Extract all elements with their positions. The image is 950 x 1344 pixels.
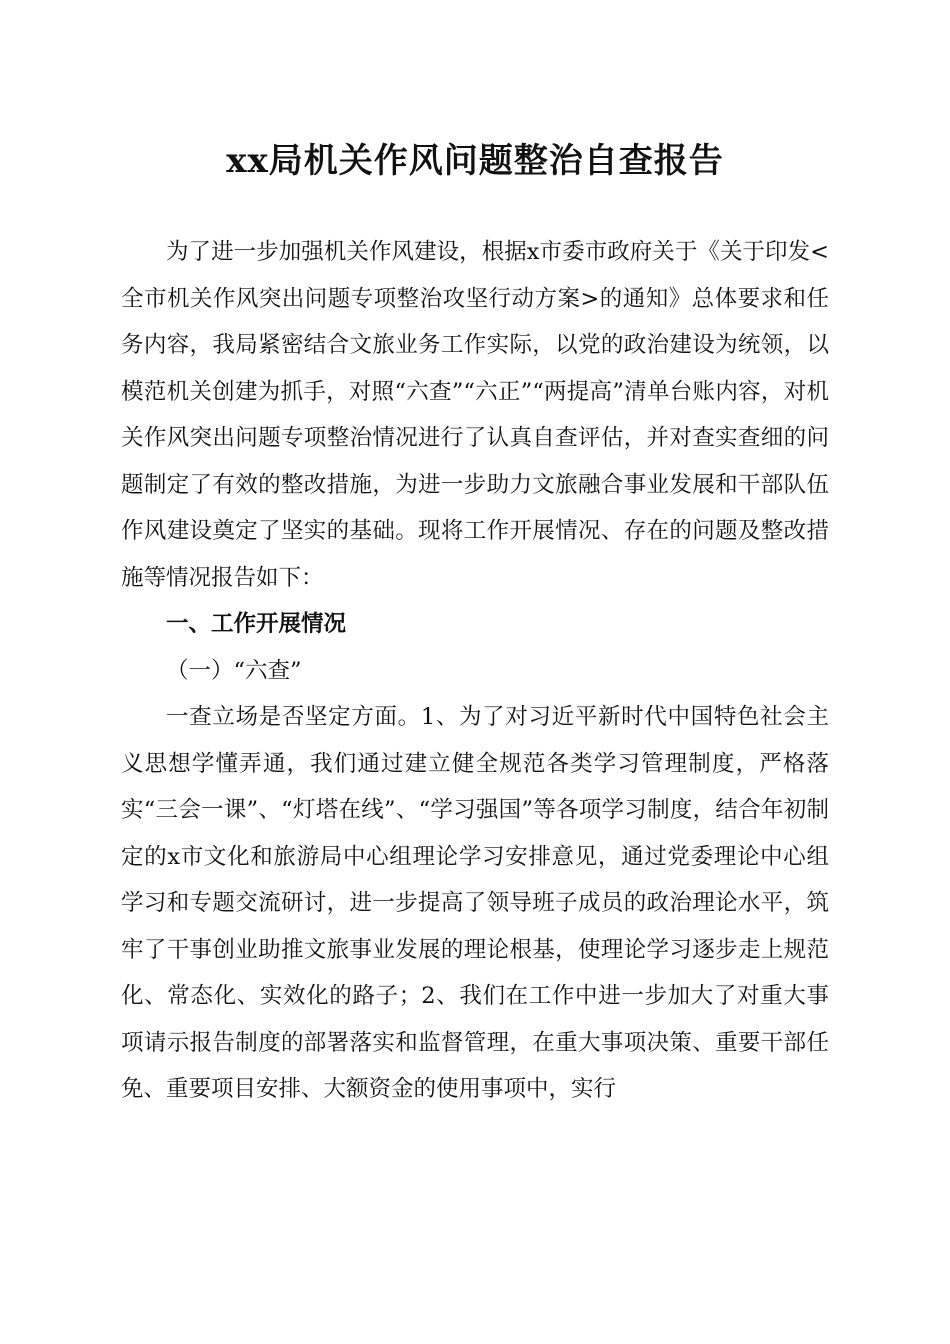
- body-paragraph-1: 一查立场是否坚定方面。1、为了对习近平新时代中国特色社会主义思想学懂弄通，我们通过建立健全规范各类学习管理制度，严格落实“三会一课”、“灯塔在线”、“学习强国”等各项学习制度，结合年初制定的x市文化和旅游局中心组理论学习安排意见，通过党委理论中心组学习和专题交流研讨，进一步提高了领导班子成员的政治理论水平，筑牢了干事创业助推文旅事业发展的理论根基，使理论学习逐步走上规范化、常态化、实效化的路子；2、我们在工作中进一步加大了对重大事项请示报告制度的部署落实和监督管理，在重大事项决策、重要干部任免、重要项目安排、大额资金的使用事项中，实行: [121, 704, 829, 1102]
- document-body: [121, 229, 829, 1113]
- intro-paragraph: 为了进一步加强机关作风建设，根据x市委市政府关于《关于印发<全市机关作风突出问题专项整治攻坚行动方案>的通知》总体要求和任务内容，我局紧密结合文旅业务工作实际，以党的政治建设为统领，以模范机关创建为抓手，对照“六查”“六正”“两提高”清单台账内容，对机关作风突出问题专项整治情况进行了认真自查评估，并对查实查细的问题制定了有效的整改措施，为进一步助力文旅融合事业发展和干部队伍作风建设奠定了坚实的基础。现将工作开展情况、存在的问题及整改措施等情况报告如下：: [121, 239, 829, 591]
- section-heading-1: 一、工作开展情况: [166, 611, 347, 637]
- document-title: xx局机关作风问题整治自查报告: [226, 141, 724, 181]
- subsection-heading-1: （一）“六查”: [166, 657, 302, 684]
